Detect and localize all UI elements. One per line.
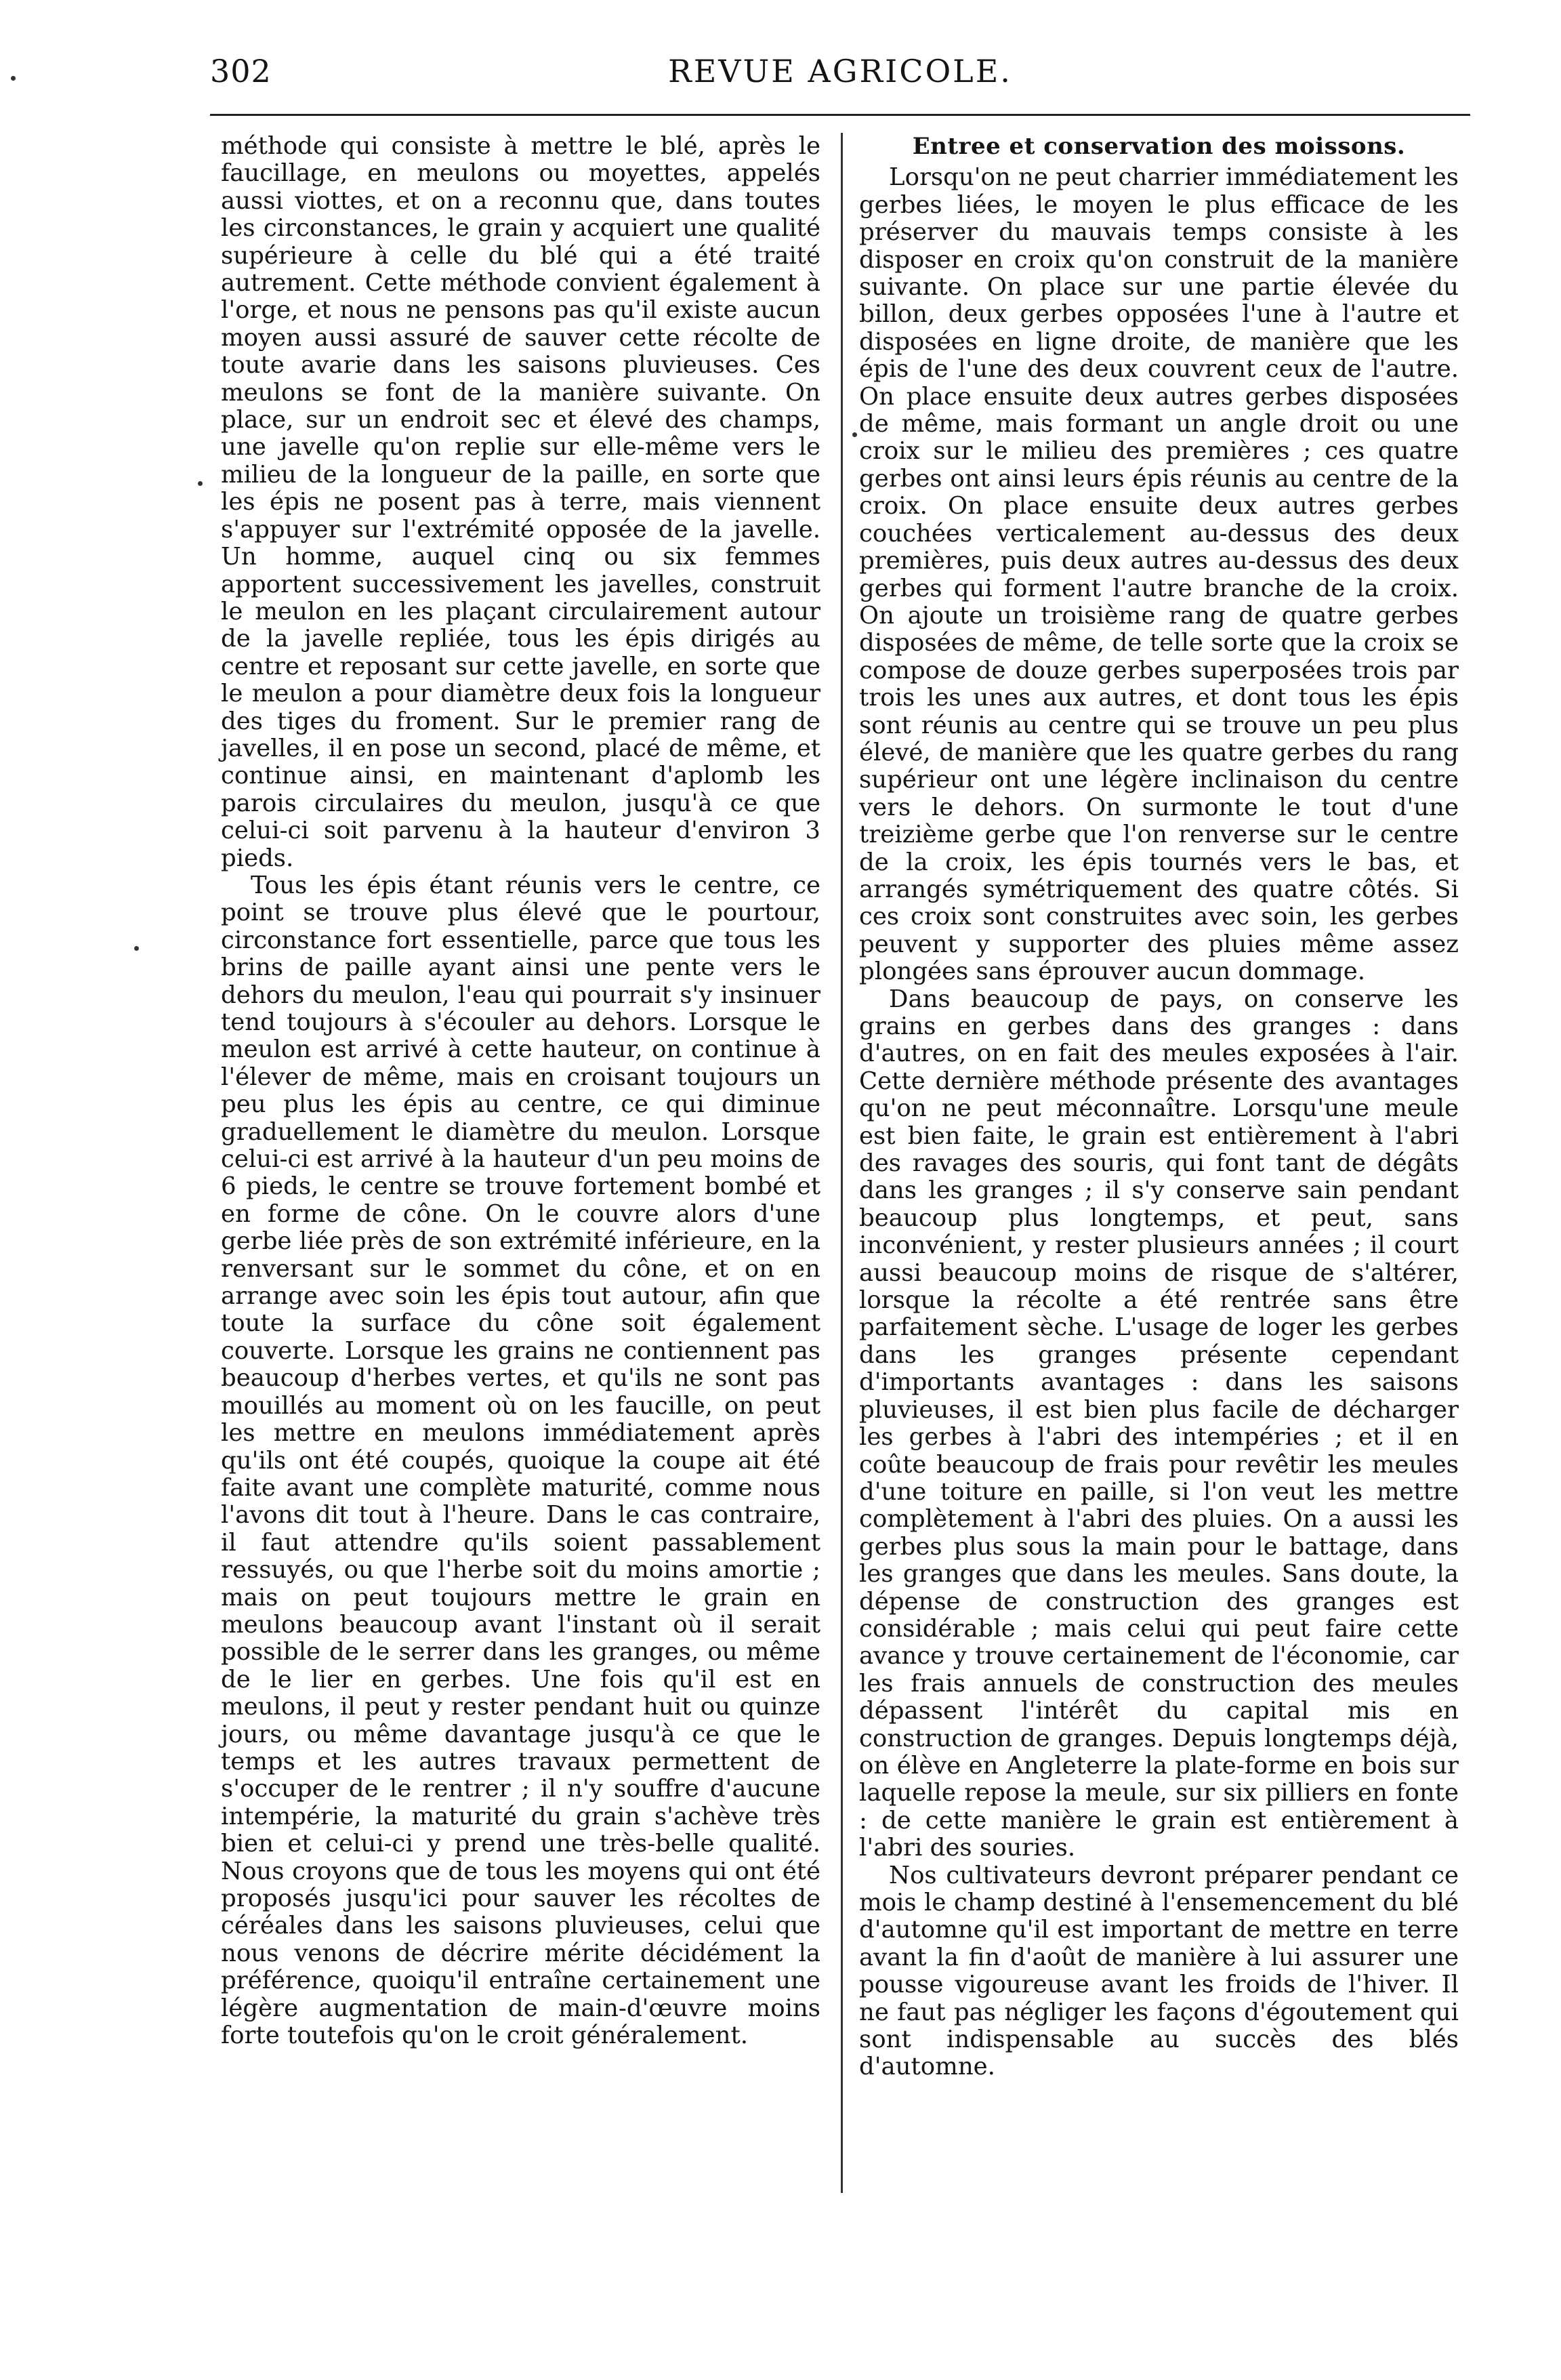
right-column: [859, 133, 1459, 2081]
section-heading: Entree et conservation des moissons.: [912, 133, 1406, 160]
page-number: 302: [210, 53, 272, 89]
header-rule: [210, 114, 1470, 116]
margin-mark: [852, 432, 857, 437]
running-title: REVUE AGRICOLE.: [668, 53, 1012, 89]
paragraph: méthode qui consiste à mettre le blé, après le faucillage, en meulons ou moyettes, appelés aussi viottes, et on a reconnu que, dans toutes les circonstances, le grain y acquiert une qualité supérieure à celle du blé qui a été traité autrement. Cette méthode convient également à l'orge, et nous ne pensons pas qu'il existe aucun moyen aussi assuré de sauver cette récolte de toute avarie dans les saisons pluvieuses. Ces meulons se font de la manière suivante. On place, sur un endroit sec et élevé des champs, une javelle qu'on replie sur elle-même vers le milieu de la longueur de la paille, en sorte que les épis ne posent pas à terre, mais viennent s'appuyer sur l'extrémité opposée de la javelle. Un homme, auquel cinq ou six femmes apportent successivement les javelles, construit le meulon en les plaçant circulairement autour de la javelle repliée, tous les épis dirigés au centre et reposant sur cette javelle, en sorte que le meulon a pour diamètre deux fois la longueur des tiges du froment. Sur le premier rang de javelles, il en pose un second, placé de même, et continue ainsi, en maintenant d'aplomb les parois circulaires du meulon, jusqu'à ce que celui-ci soit parvenu à la hauteur d'environ 3 pieds.: [221, 132, 820, 872]
page-header: [210, 47, 1470, 102]
paragraph: Lorsqu'on ne peut charrier immédiatement les gerbes liées, le moyen le plus efficace de les préserver du mauvais temps consiste à les disposer en croix qu'on construit de la manière suivante. On place sur une partie élevée du billon, deux gerbes opposées l'une à l'autre et disposées en ligne droite, de manière que les épis de l'une des deux couvrent ceux de l'autre. On place ensuite deux autres gerbes disposées de même, mais formant un angle droit ou une croix sur le milieu des premières ; ces quatre gerbes ont ainsi leurs épis réunis au centre de la croix. On place ensuite deux autres gerbes couchées verticalement au-dessus des deux premières, puis deux autres au-dessus des deux gerbes qui forment l'autre branche de la croix. On ajoute un troisième rang de quatre gerbes disposées de même, de telle sorte que la croix se compose de douze gerbes superposées trois par trois les unes aux autres, et dont tous les épis sont réunis au centre qui se trouve un peu plus élevé, de manière que les quatre gerbes du rang supérieur ont une légère inclinaison du centre vers le dehors. On surmonte le tout d'une treizième gerbe que l'on renverse sur le centre de la croix, les épis tournés vers le bas, et arrangés symétriquement des quatre côtés. Si ces croix sont construites avec soin, les gerbes peuvent y supporter des pluies même assez plongées sans éprouver aucun dommage.: [859, 163, 1459, 986]
margin-mark: [11, 76, 16, 81]
margin-mark: [134, 946, 139, 951]
paragraph: Nos cultivateurs devront préparer pendant ce mois le champ destiné à l'ensemencement du blé d'automne qu'il est important de mettre en terre avant la fin d'août de manière à lui assurer une pousse vigoureuse avant les froids de l'hiver. Il ne faut pas négliger les façons d'égoutement qui sont indispensable au succès des blés d'automne.: [859, 1861, 1459, 2081]
paragraph: Tous les épis étant réunis vers le centre, ce point se trouve plus élevé que le pourtour, circonstance fort essentielle, parce que tous les brins de paille ayant ainsi une pente vers le dehors du meulon, l'eau qui pourrait s'y insinuer tend toujours à s'écouler au dehors. Lorsque le meulon est arrivé à cette hauteur, on continue à l'élever de même, mais en croisant toujours un peu plus les épis au centre, ce qui diminue graduellement le diamètre du meulon. Lorsque celui-ci est arrivé à la hauteur d'un peu moins de 6 pieds, le centre se trouve fortement bombé et en forme de cône. On le couvre alors d'une gerbe liée près de son extrémité inférieure, en la renversant sur le sommet du cône, et on en arrange avec soin les épis tout autour, afin que toute la surface du cône soit également couverte. Lorsque les grains ne contiennent pas beaucoup d'herbes vertes, et qu'ils ne sont pas mouillés au moment où on les faucille, on peut les mettre en meulons immédiatement après qu'ils ont été coupés, quoique la coupe ait été faite avant une complète maturité, comme nous l'avons dit tout à l'heure. Dans le cas contraire, il faut attendre qu'ils soient passablement ressuyés, ou que l'herbe soit du moins amortie ; mais on peut toujours mettre le grain en meulons beaucoup avant l'instant où il serait possible de le serrer dans les granges, ou même de le lier en gerbes. Une fois qu'il est en meulons, il peut y rester pendant huit ou quinze jours, ou même davantage jusqu'à ce que le temps et les autres travaux permettent de s'occuper de le rentrer ; il n'y souffre d'aucune intempérie, la maturité du grain s'achève très bien et celui-ci y prend une très-belle qualité. Nous croyons que de tous les moyens qui ont été proposés jusqu'ici pour sauver les récoltes de céréales dans les saisons pluvieuses, celui que nous venons de décrire mérite décidément la préférence, quoiqu'il entraîne certainement une légère augmentation de main-d'œuvre moins forte toutefois qu'on le croit généralement.: [221, 871, 820, 2050]
margin-mark: [198, 481, 203, 486]
left-column: [221, 133, 820, 2049]
column-divider: [841, 133, 843, 2193]
paragraph: Dans beaucoup de pays, on conserve les grains en gerbes dans des granges : dans d'autres, on en fait des meules exposées à l'air. Cette dernière méthode présente des avantages qu'on ne peut méconnaître. Lorsqu'une meule est bien faite, le grain est entièrement à l'abri des ravages des souris, qui font tant de dégâts dans les granges ; il s'y conserve sain pendant beaucoup plus longtemps, et peut, sans inconvénient, y rester plusieurs années ; il court aussi beaucoup moins de risque de s'altérer, lorsque la récolte a été rentrée sans être parfaitement sèche. L'usage de loger les gerbes dans les granges présente cependant d'importants avantages : dans les saisons pluvieuses, il est bien plus facile de décharger les gerbes à l'abri des intempéries ; et il en coûte beaucoup de frais pour revêtir les meules d'une toiture en paille, si l'on veut les mettre complètement à l'abri des pluies. On a aussi les gerbes plus sous la main pour le battage, dans les granges que dans les meules. Sans doute, la dépense de construction des granges est considérable ; mais celui qui peut faire cette avance y trouve certainement de l'économie, car les frais annuels de construction des meules dépassent l'intérêt du capital mis en construction de granges. Depuis longtemps déjà, on élève en Angleterre la plate-forme en bois sur laquelle repose la meule, sur six pilliers en fonte : de cette manière le grain est entièrement à l'abri des souries.: [859, 985, 1459, 1862]
